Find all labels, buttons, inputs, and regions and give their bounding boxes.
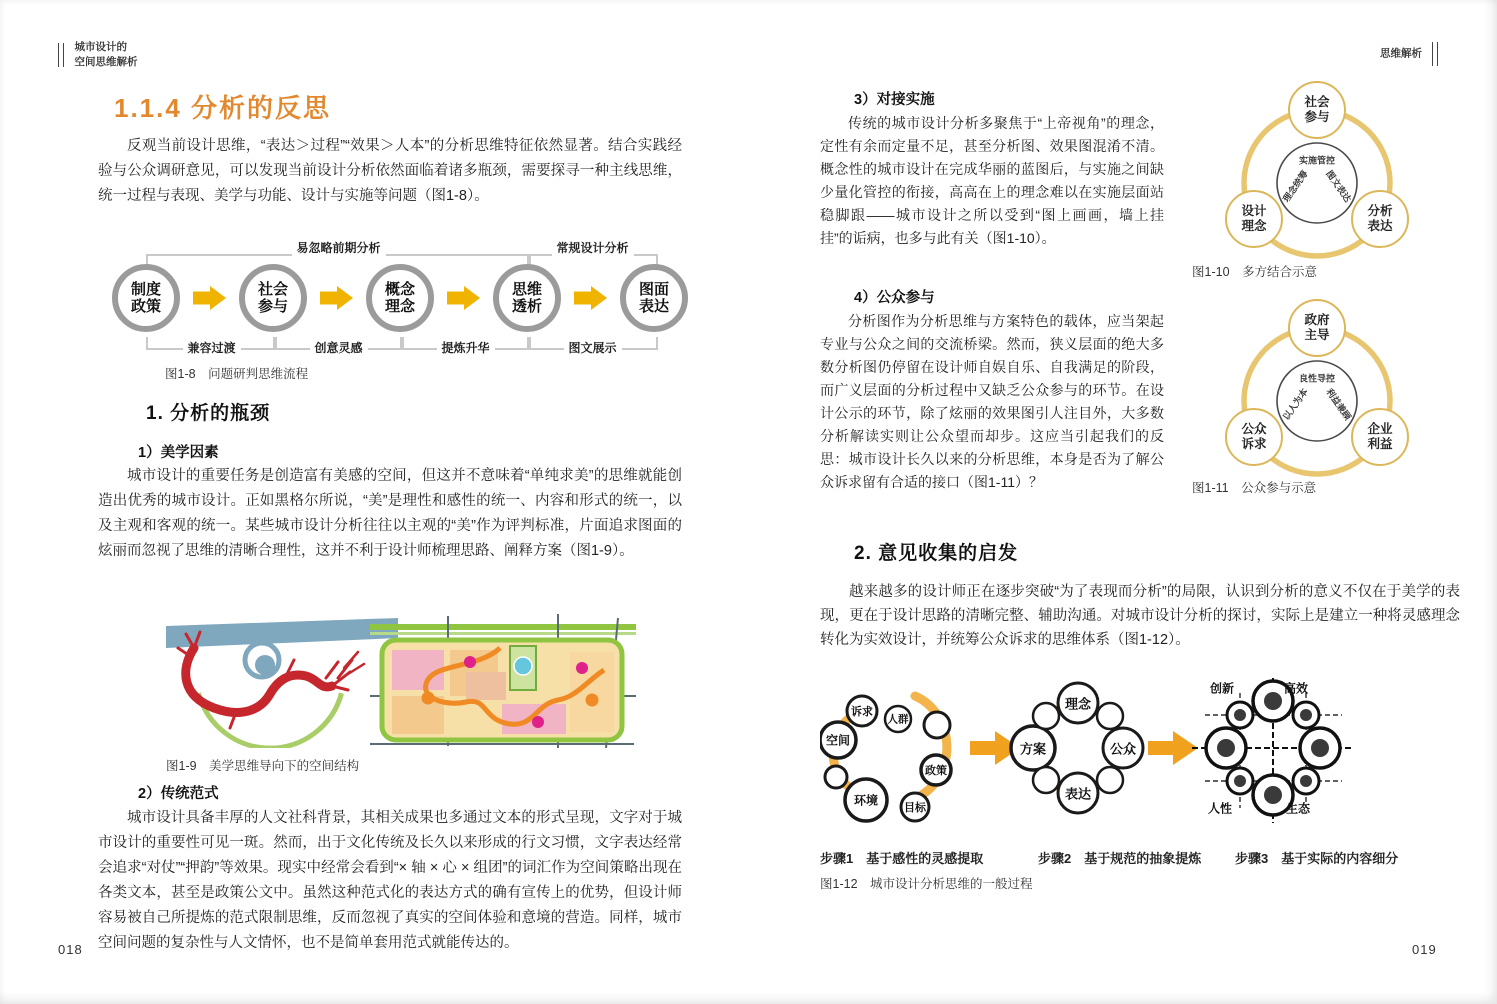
link-label: 图文展示: [563, 339, 621, 356]
ring-label-concept: 理念: [1064, 696, 1092, 712]
right-running-header: [1380, 42, 1438, 66]
node-social-participation: [1288, 81, 1346, 139]
ring-label-public: 公众: [1109, 741, 1137, 757]
heading-analysis-bottleneck: 1. 分析的瓶颈: [146, 403, 271, 424]
left-running-header: [58, 40, 137, 70]
flow-node-drawing: [620, 264, 688, 332]
subheading-implementation: 3）对接实施: [854, 92, 935, 108]
grid-label-innovation: 创新: [1209, 681, 1235, 696]
bubble-label-goal: 目标: [904, 802, 926, 814]
bracket-label: 常规设计分析: [551, 239, 633, 256]
header-rule-icon: [58, 43, 64, 67]
right-page-number: 019: [1412, 942, 1437, 957]
subheading-aesthetic-factor: 1）美学因素: [138, 445, 219, 461]
step-arrow-icon: [1148, 731, 1198, 765]
link-bracket: [146, 337, 277, 355]
figure-1-12-caption: 图1-12 城市设计分析思维的一般过程: [820, 877, 1033, 891]
opinion-collection-paragraph: 越来越多的设计师正在逐步突破“为了表现而分析”的局限，认识到分析的意义不仅在于美学的表现，更在于设计思路的清晰完整、辅助沟通。对城市设计分析的探讨，实际上是建立一种将灵感理念转化为实效设计，并统筹公众诉求的思维体系（图1-12）。: [820, 584, 1460, 648]
inner-label-left: 理念统筹: [1280, 168, 1310, 204]
left-page-number: 018: [58, 942, 83, 957]
inner-label-right: 图文表达: [1324, 168, 1354, 204]
header-rule-icon: [1432, 42, 1438, 66]
node-label: 社会参与: [1304, 95, 1330, 124]
figure-1-11-diagram: [1192, 298, 1442, 490]
link-label: 创意灵感: [309, 339, 367, 356]
link-bracket: [400, 337, 531, 355]
ring-label-scheme: 方案: [1019, 741, 1047, 757]
flow-node-label: 制度政策: [130, 280, 161, 315]
flow-arrow-icon: [307, 284, 366, 312]
figure-1-10-caption: 图1-10 多方结合示意: [1192, 265, 1318, 279]
inner-label-right: 利益兼顾: [1324, 386, 1354, 422]
implementation-paragraph: 传统的城市设计分析多聚焦于“上帝视角”的理念，定性有余而定量不足，甚至分析图、效果图混淆不清。概念性的城市设计在完成华丽的蓝图后，与实施之间缺少量化管控的衔接，高高在上的理念难以在实施层面站稳脚跟——城市设计之所以受到“图上画画，墙上挂挂”的诟病，也多与此有关（图1-10）。: [820, 115, 1164, 246]
step1-caption: 步骤1 基于感性的灵感提取: [820, 851, 984, 866]
figure-1-8-flow-diagram: [112, 240, 688, 362]
subheading-public-participation: 4）公众参与: [854, 290, 935, 306]
ring-label-expression: 表达: [1064, 786, 1092, 802]
step3-caption: 步骤3 基于实际的内容细分: [1235, 851, 1399, 866]
figure-1-11-caption: 图1-11 公众参与示意: [1192, 481, 1317, 495]
flow-node-label: 图面表达: [638, 280, 669, 315]
header-title: 思维解析: [1380, 47, 1422, 60]
flow-node-participation: [239, 264, 307, 332]
bubble-label-space: 空间: [825, 733, 851, 748]
figure-1-12-diagram: [820, 678, 1462, 878]
flow-nodes-row: [112, 264, 688, 332]
node-label: 企业利益: [1367, 422, 1393, 451]
flow-node-label: 概念理念: [384, 280, 415, 315]
bubble-label-people: 人群: [887, 713, 909, 726]
fig12-graphic: [820, 678, 1462, 843]
flow-node-label: 思维透析: [511, 280, 542, 315]
bubble-label-policy: 政策: [925, 765, 947, 777]
flow-node-policy: [112, 264, 180, 332]
intro-paragraph: 反观当前设计思维，“表达＞过程”“效果＞人本”的分析思维特征依然显著。结合实践经验与公众调研意见，可以发现当前设计分析依然面临着诸多瓶颈，需要探寻一种主线思维，统一过程与表现、美学与功能、设计与实施等问题（图1-8）。: [98, 138, 682, 204]
plan-map: [370, 614, 636, 748]
flow-arrow-icon: [180, 284, 239, 312]
traditional-paradigm-paragraph: 城市设计具备丰厚的人文社科背景，其相关成果也多通过文本的形式呈现，文字对于城市设计的重要性可见一斑。然而，出于文化传统及长久以来形成的行文习惯，文字表达经常会追求“对仗”“押韵”等效果。现实中经常会看到“× 轴 × 心 × 组团”的词汇作为空间策略出现在各类文本，甚至是政策公文中。虽然这种范式化的表达方式的确有宣传上的优势，但设计师容易被自己所提炼的范式限制思维，反而忽视了真实的空间体验和意境的营造。同样，城市空间问题的复杂性与人文情怀，也不是简单套用范式就能传达的。: [98, 810, 682, 951]
bubble-label-environment: 环境: [853, 793, 879, 808]
grid-label-efficiency: 高效: [1283, 681, 1309, 696]
figure-1-8-caption: 图1-8 问题研判思维流程: [165, 367, 309, 381]
node-label: 分析表达: [1367, 204, 1393, 233]
cluster-step1: [820, 696, 951, 821]
flow-node-label: 社会参与: [257, 280, 288, 315]
figure-1-9-caption: 图1-9 美学思维导向下的空间结构: [166, 759, 360, 773]
inner-label-left: 以人为本: [1280, 386, 1310, 422]
node-government-led: [1288, 299, 1346, 357]
link-label: 提炼升华: [436, 339, 494, 356]
flow-node-concept: [366, 264, 434, 332]
figure-1-10-diagram: [1192, 80, 1442, 272]
blue-dot: [255, 655, 275, 675]
grid-label-ecology: 生态: [1285, 801, 1311, 816]
aesthetic-factor-paragraph: 城市设计的重要任务是创造富有美感的空间，但这并不意味着“单纯求美”的思维就能创造出优秀的城市设计。正如黑格尔所说，“美”是理性和感性的统一、内容和形式的统一，以及主观和客观的统一。某些城市设计分析往往以主观的“美”作为评判标准，片面追求图面的炫丽而忽视了思维的清晰合理性，这并不利于设计师梳理思路、阐释方案（图1-9）。: [98, 468, 682, 559]
inner-label-top: 实施管控: [1298, 155, 1336, 166]
figure-1-9-illustration: [166, 612, 636, 748]
section-title: 1.1.4 分析的反思: [114, 93, 332, 123]
flow-arrow-icon: [434, 284, 493, 312]
flow-arrow-icon: [561, 284, 620, 312]
public-participation-paragraph: 分析图作为分析思维与方案特色的载体，应当架起专业与公众之间的交流桥梁。然而，狭义层面的绝大多数分析图仍停留在设计师自娱自乐、自我满足的阶段，而广义层面的分析过程中又缺乏公众参与的环节。在设计公示的环节，除了炫丽的效果图引人注目外，大多数分析解读实则让公众望而却步。这应当引起我们的反思：城市设计长久以来的分析思维，本身是否为了解公众诉求留有合适的接口（图1-11）？: [820, 313, 1164, 490]
node-analysis-expression: [1351, 190, 1409, 248]
inner-label-top: 良性导控: [1298, 373, 1336, 384]
bubble-label-demand: 诉求: [851, 706, 873, 718]
node-public-demand: [1225, 408, 1283, 466]
link-bracket: [273, 337, 404, 355]
node-enterprise-interest: [1351, 408, 1409, 466]
header-title-line2: 空间思维解析: [74, 56, 138, 69]
node-design-concept: [1225, 190, 1283, 248]
node-label: 公众诉求: [1241, 422, 1267, 451]
heading-opinion-collection: 2. 意见收集的启发: [854, 543, 1019, 564]
bracket-label: 易忽略前期分析: [291, 239, 385, 256]
link-label: 兼容过渡: [182, 339, 240, 356]
flow-node-thinking: [493, 264, 561, 332]
header-title-line1: 城市设计的: [74, 41, 127, 53]
link-bracket: [527, 337, 658, 355]
grid-label-humanity: 人性: [1207, 801, 1233, 816]
subheading-traditional-paradigm: 2）传统范式: [138, 786, 219, 802]
step2-caption: 步骤2 基于规范的抽象提炼: [1038, 851, 1202, 866]
node-label: 政府主导: [1304, 313, 1330, 342]
node-label: 设计理念: [1241, 204, 1267, 233]
